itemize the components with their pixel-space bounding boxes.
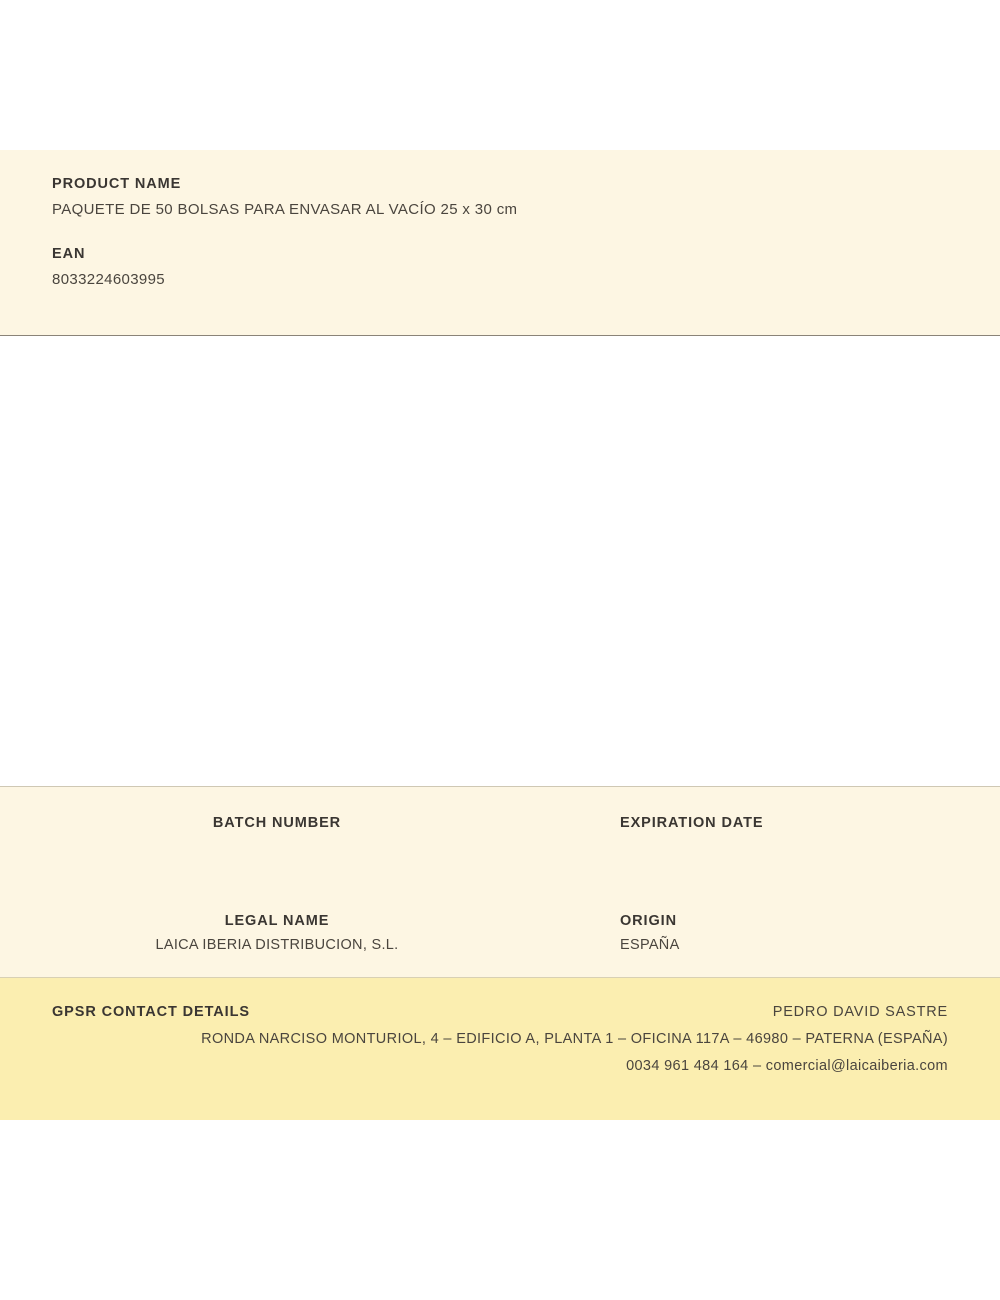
batch-and-legal-section [0,786,1000,978]
legal-name-label: LEGAL NAME [224,913,330,929]
gpsr-title: GPSR CONTACT DETAILS [52,1004,250,1020]
gpsr-header-row [52,1004,948,1020]
gpsr-address: RONDA NARCISO MONTURIOL, 4 – EDIFICIO A, PLANTA 1 – OFICINA 117A – 46980 – PATERNA (ESPAÑA) [201,1031,948,1047]
top-spacer [0,0,1000,150]
legal-name-field [52,913,552,955]
origin-field [552,913,948,955]
product-name-field [52,176,948,218]
gpsr-contact-section [0,978,1000,1120]
product-name-value: PAQUETE DE 50 BOLSAS PARA ENVASAR AL VACÍO 25 x 30 cm [52,201,518,218]
expiration-date-field [552,815,948,857]
product-details-section [0,150,1000,336]
batch-number-label: BATCH NUMBER [212,815,342,831]
ean-value: 8033224603995 [52,271,165,288]
gpsr-phone-email: 0034 961 484 164 – comercial@laicaiberia.com [626,1058,948,1074]
expiration-date-value [620,839,948,857]
gpsr-contact-name: PEDRO DAVID SASTRE [772,1004,948,1020]
bottom-spacer [0,1120,1000,1300]
expiration-date-label: EXPIRATION DATE [620,815,764,831]
origin-value: ESPAÑA [620,937,680,953]
blank-content-region [0,336,1000,786]
batch-expiration-row [52,815,948,857]
legal-name-value: LAICA IBERIA DISTRIBUCION, S.L. [155,937,399,953]
ean-label: EAN [52,246,86,262]
legal-origin-row [52,913,948,955]
batch-number-field [52,815,552,857]
origin-label: ORIGIN [620,913,677,929]
batch-number-value [52,839,502,857]
ean-field [52,246,948,288]
product-name-label: PRODUCT NAME [52,176,182,192]
